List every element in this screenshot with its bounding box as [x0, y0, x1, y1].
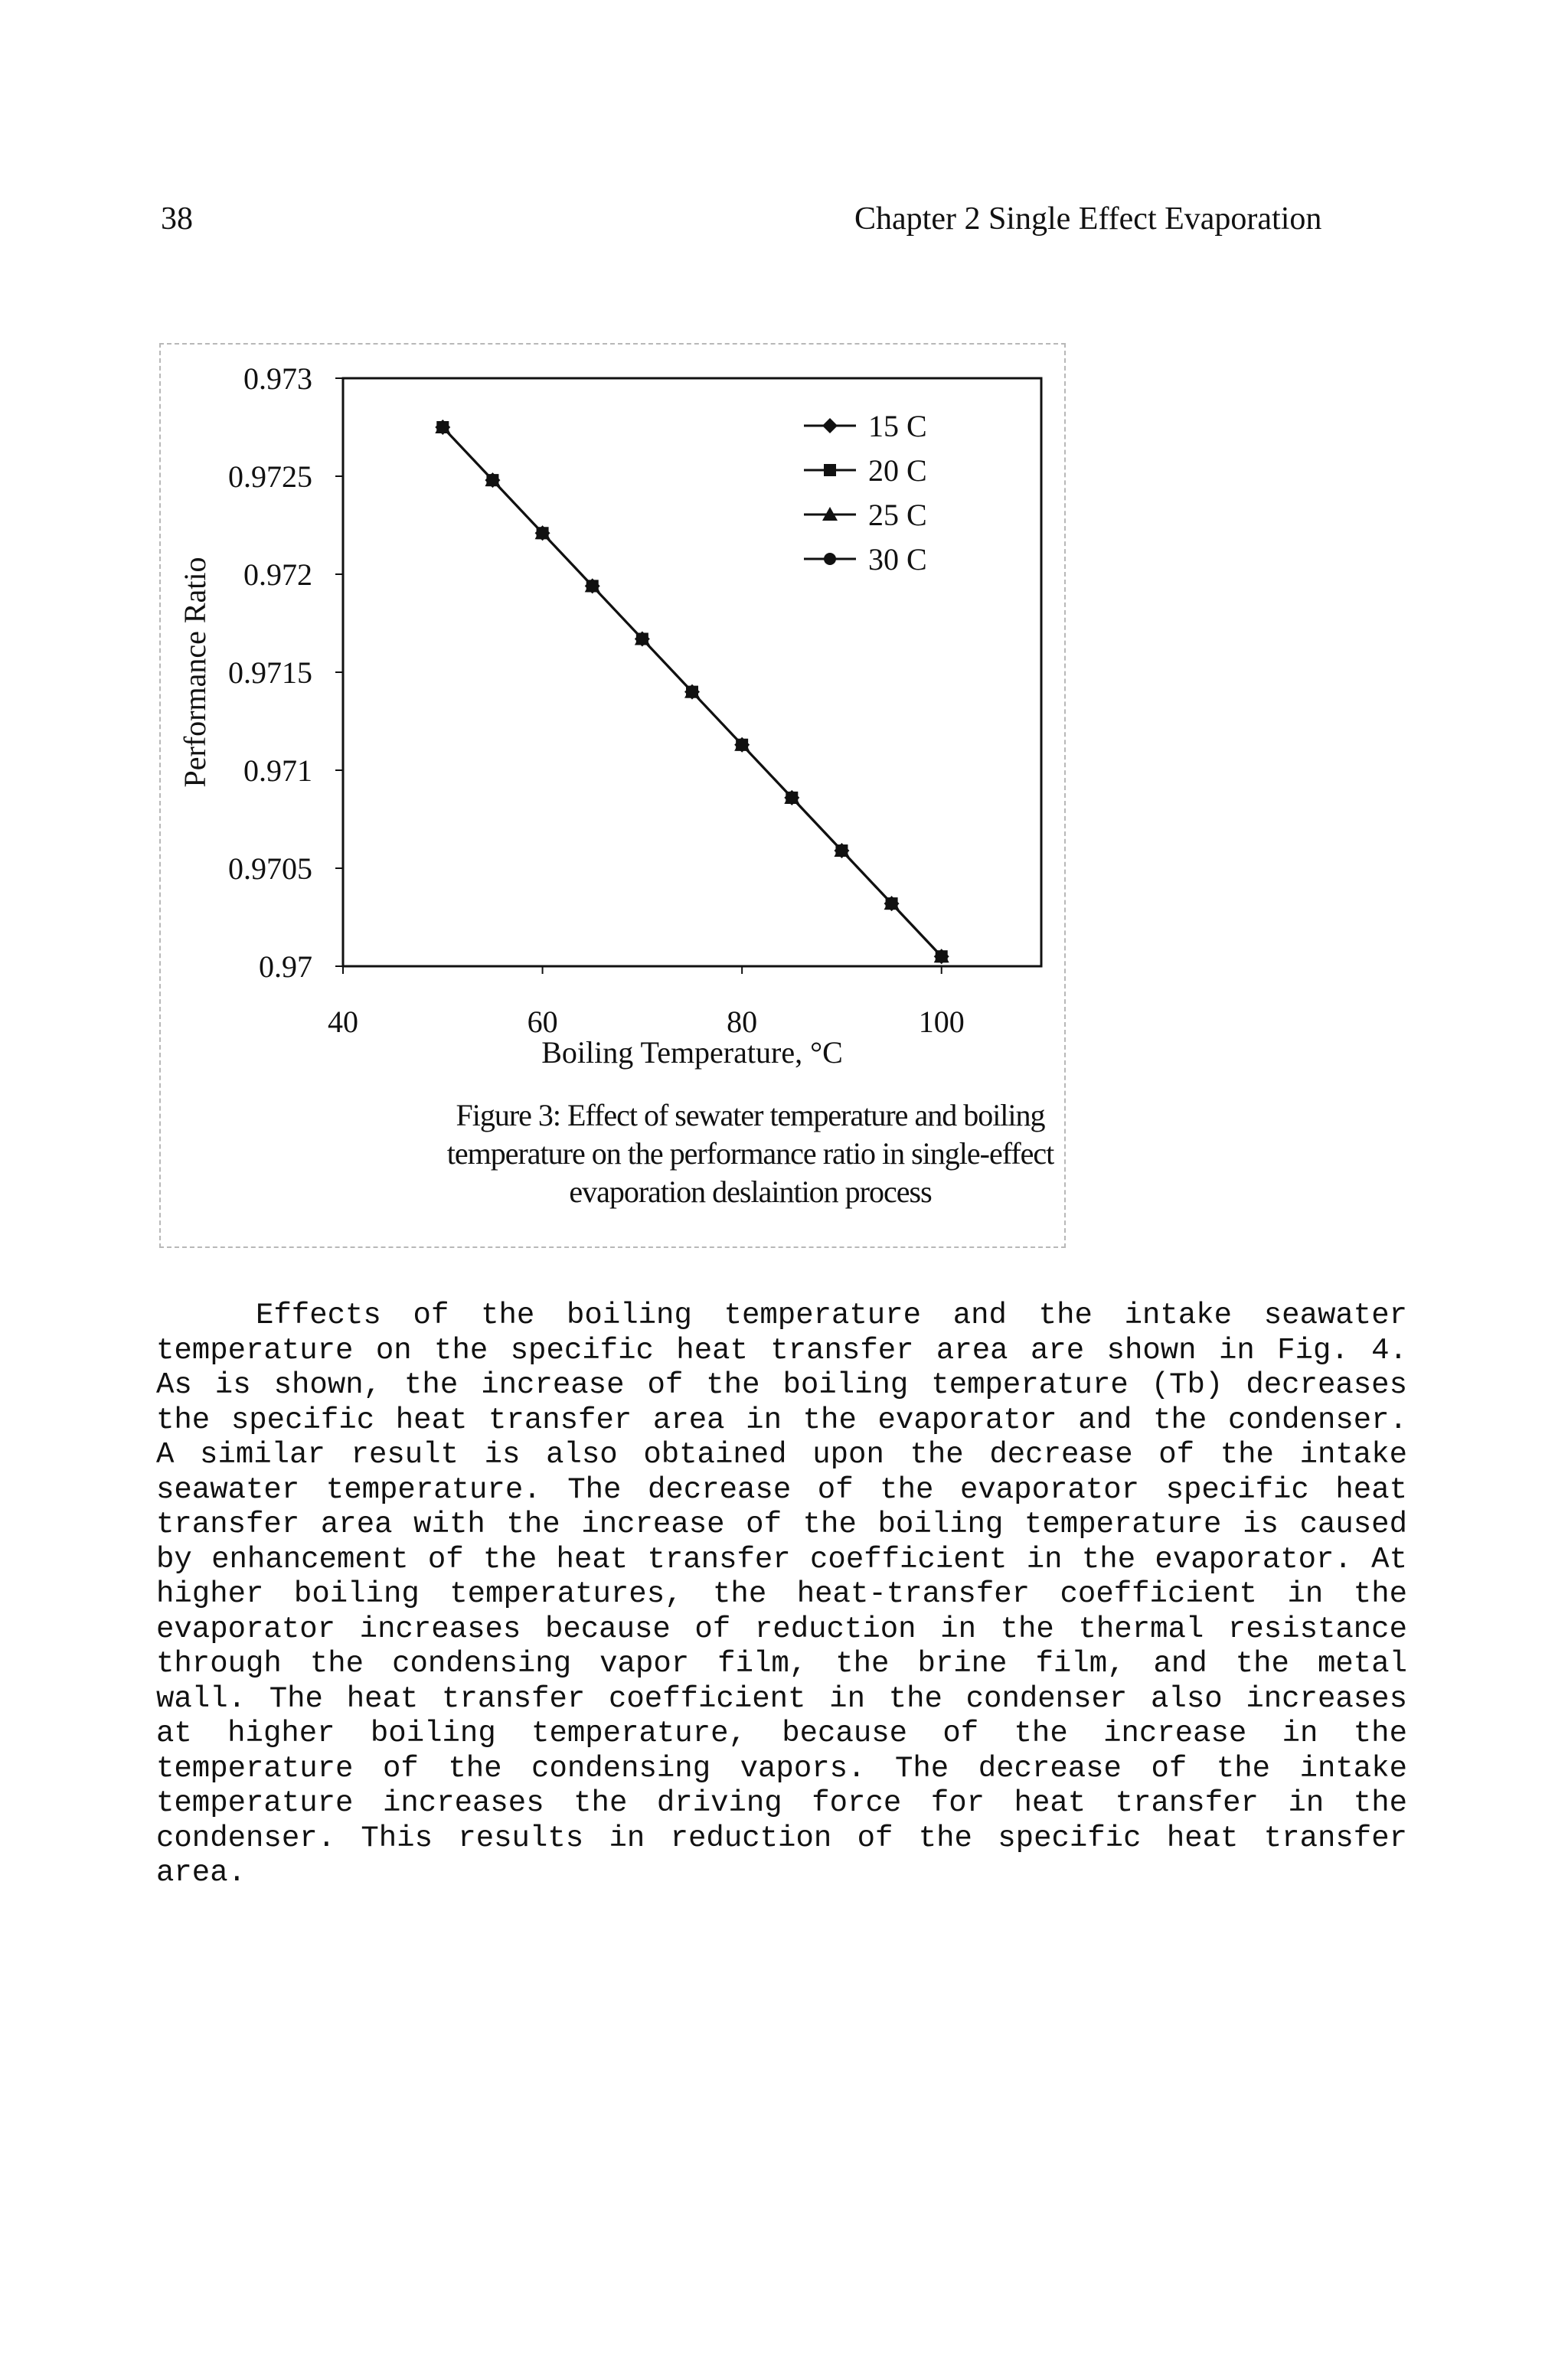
y-tick-label: 0.973 [243, 361, 312, 396]
legend-marker [824, 553, 836, 565]
x-tick-label: 100 [918, 1005, 965, 1039]
x-tick-label: 60 [527, 1005, 558, 1039]
data-point [537, 527, 549, 539]
data-point [686, 686, 698, 698]
data-point [636, 632, 648, 645]
y-tick-label: 0.9715 [228, 655, 312, 690]
body-paragraph-text: Effects of the boiling temperature and the intake seawater temperature on the specific heat transfer area are shown in Fig. 4. As is shown, the increase of the boiling temperature (Tb) decreases the specific heat transfer area in the evaporator and the condenser. A similar result is also obtained upon the decrease of the intake seawater temperature. The decrease of the evaporator specific heat transfer area with the increase of the boiling temperature is caused by enhancement of the heat transfer coefficient in the evaporator. At higher boiling temperatures, the heat-transfer coefficient in the evaporator increases because of reduction in the thermal resistance through the condensing vapor film, the brine film, and the metal wall. The heat transfer coefficient in the condenser also increases at higher boiling temperature, because of the increase in the temperature of the condensing vapors. The decrease of the intake temperature increases the driving force for heat transfer in the condenser. This results in reduction of the specific heat transfer area. [156, 1299, 1407, 1890]
legend-marker [822, 418, 838, 433]
figure-caption: Figure 3: Effect of sewater temperature and boiling temperature on the performance ratio in single-effect evaporation deslaintion process [446, 1098, 1054, 1209]
legend-label: 15 C [868, 409, 927, 443]
data-point [436, 421, 449, 433]
legend-label: 20 C [868, 453, 927, 488]
legend-label: 25 C [868, 498, 927, 532]
data-point [486, 474, 498, 486]
legend-marker [824, 464, 836, 476]
running-head: Chapter 2 Single Effect Evaporation [854, 201, 1322, 237]
x-tick-label: 40 [328, 1005, 358, 1039]
x-tick-label: 80 [727, 1005, 758, 1039]
y-tick-label: 0.97 [259, 949, 312, 984]
performance-ratio-chart [0, 0, 1568, 1095]
y-tick-label: 0.9705 [228, 851, 312, 886]
data-point [886, 897, 898, 910]
y-axis-title: Performance Ratio [178, 557, 212, 788]
data-point [586, 580, 599, 592]
data-point [835, 845, 848, 857]
data-point [936, 950, 948, 962]
x-axis-title: Boiling Temperature, °C [541, 1035, 843, 1070]
page-number: 38 [161, 201, 193, 237]
data-point [736, 739, 748, 751]
legend-label: 30 C [868, 542, 927, 577]
y-tick-label: 0.9725 [228, 459, 312, 494]
y-tick-label: 0.971 [243, 753, 312, 788]
y-tick-label: 0.972 [243, 557, 312, 592]
body-paragraph [156, 1299, 1407, 1891]
data-point [786, 792, 798, 804]
plot-area [343, 378, 1041, 966]
